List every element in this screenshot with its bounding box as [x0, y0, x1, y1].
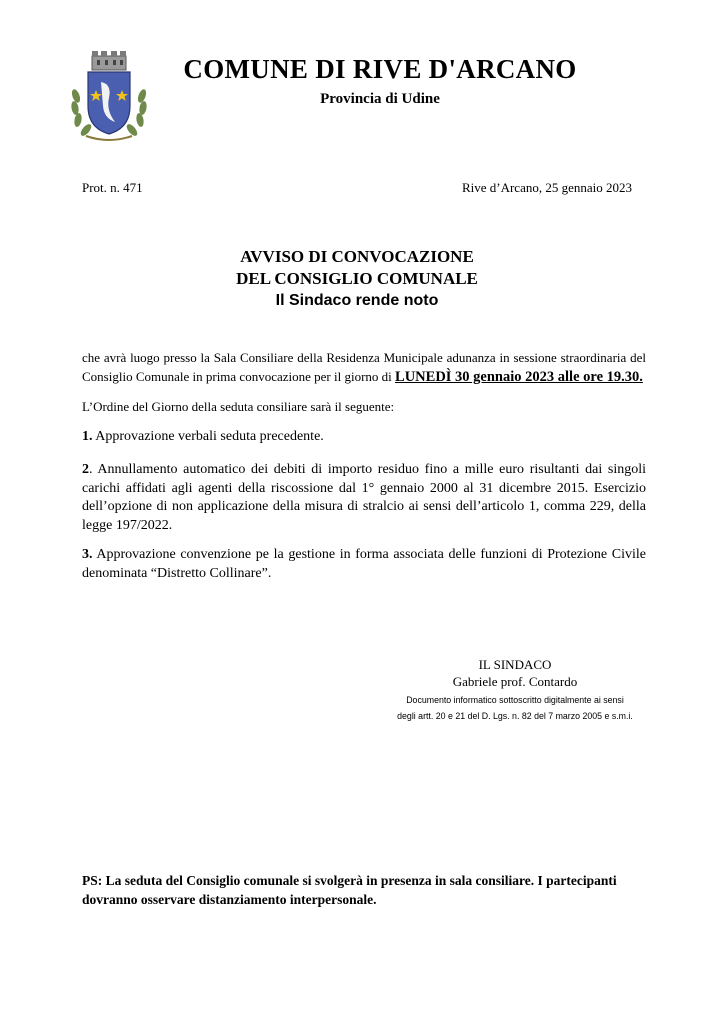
digital-signature-note-line-2: degli artt. 20 e 21 del D. Lgs. n. 82 del 7 marzo 2005 e s.m.i. — [397, 711, 633, 721]
notice-title — [82, 246, 632, 312]
agenda-item-text: . Annullamento automatico dei debiti di importo residuo fino a mille euro risultanti dai singoli carichi affidati agli agenti della riscossione dal 1° gennaio 2000 al 31 dicembre 2015. Esercizio dell’opzione di non applicazione della misura di stralcio ai sensi dell’articolo 1, comma 229, della legge 197/2022. — [82, 462, 646, 533]
agenda-item-number: 3. — [82, 547, 93, 562]
coat-of-arms-icon — [68, 48, 150, 144]
agenda-item-number: 2 — [82, 462, 89, 477]
notice-title-line-1: AVVISO DI CONVOCAZIONE — [240, 247, 474, 266]
intro-text: che avrà luogo presso la Sala Consiliare della Residenza Municipale adunanza in sessione straordinaria del Consiglio Comunale in prima convocazione per il giorno di — [82, 350, 646, 384]
agenda-item — [82, 546, 646, 583]
notice-title-line-3: Il Sindaco rende noto — [275, 292, 439, 309]
agenda-item-text: Approvazione verbali seduta precedente. — [92, 429, 324, 444]
agenda-intro: L’Ordine del Giorno della seduta consiliare sarà il seguente: — [82, 399, 395, 414]
digital-signature-note-line-1: Documento informatico sottoscritto digitalmente ai sensi — [406, 695, 624, 705]
postscript: PS: La seduta del Consiglio comunale si svolgerà in presenza in sala consiliare. I partecipanti dovranno osservare distanziamento interpersonale. — [82, 873, 617, 907]
agenda-item-number: 1. — [82, 429, 93, 444]
agenda-item — [82, 428, 646, 447]
letterhead — [150, 54, 610, 108]
meeting-date: LUNEDÌ 30 gennaio 2023 alle ore 19.30. — [395, 368, 643, 385]
notice-title-line-2: DEL CONSIGLIO COMUNALE — [236, 269, 478, 288]
province-subtitle: Provincia di Udine — [320, 91, 440, 107]
agenda-item — [82, 461, 646, 535]
digital-signature-note — [380, 692, 650, 724]
signature-block — [380, 657, 650, 724]
municipal-crest-icon — [68, 48, 150, 144]
protocol-number: Prot. n. 471 — [82, 180, 143, 195]
place-and-date: Rive d’Arcano, 25 gennaio 2023 — [461, 180, 632, 195]
intro-paragraph — [82, 349, 646, 386]
signer-name: Gabriele prof. Contardo — [452, 674, 578, 689]
agenda-item-text: Approvazione convenzione pe la gestione in forma associata delle funzioni di Protezione Civile denominata “Distretto Collinare”. — [82, 547, 646, 581]
signer-role: IL SINDACO — [478, 657, 552, 672]
municipality-title: COMUNE DI RIVE D'ARCANO — [183, 54, 577, 84]
